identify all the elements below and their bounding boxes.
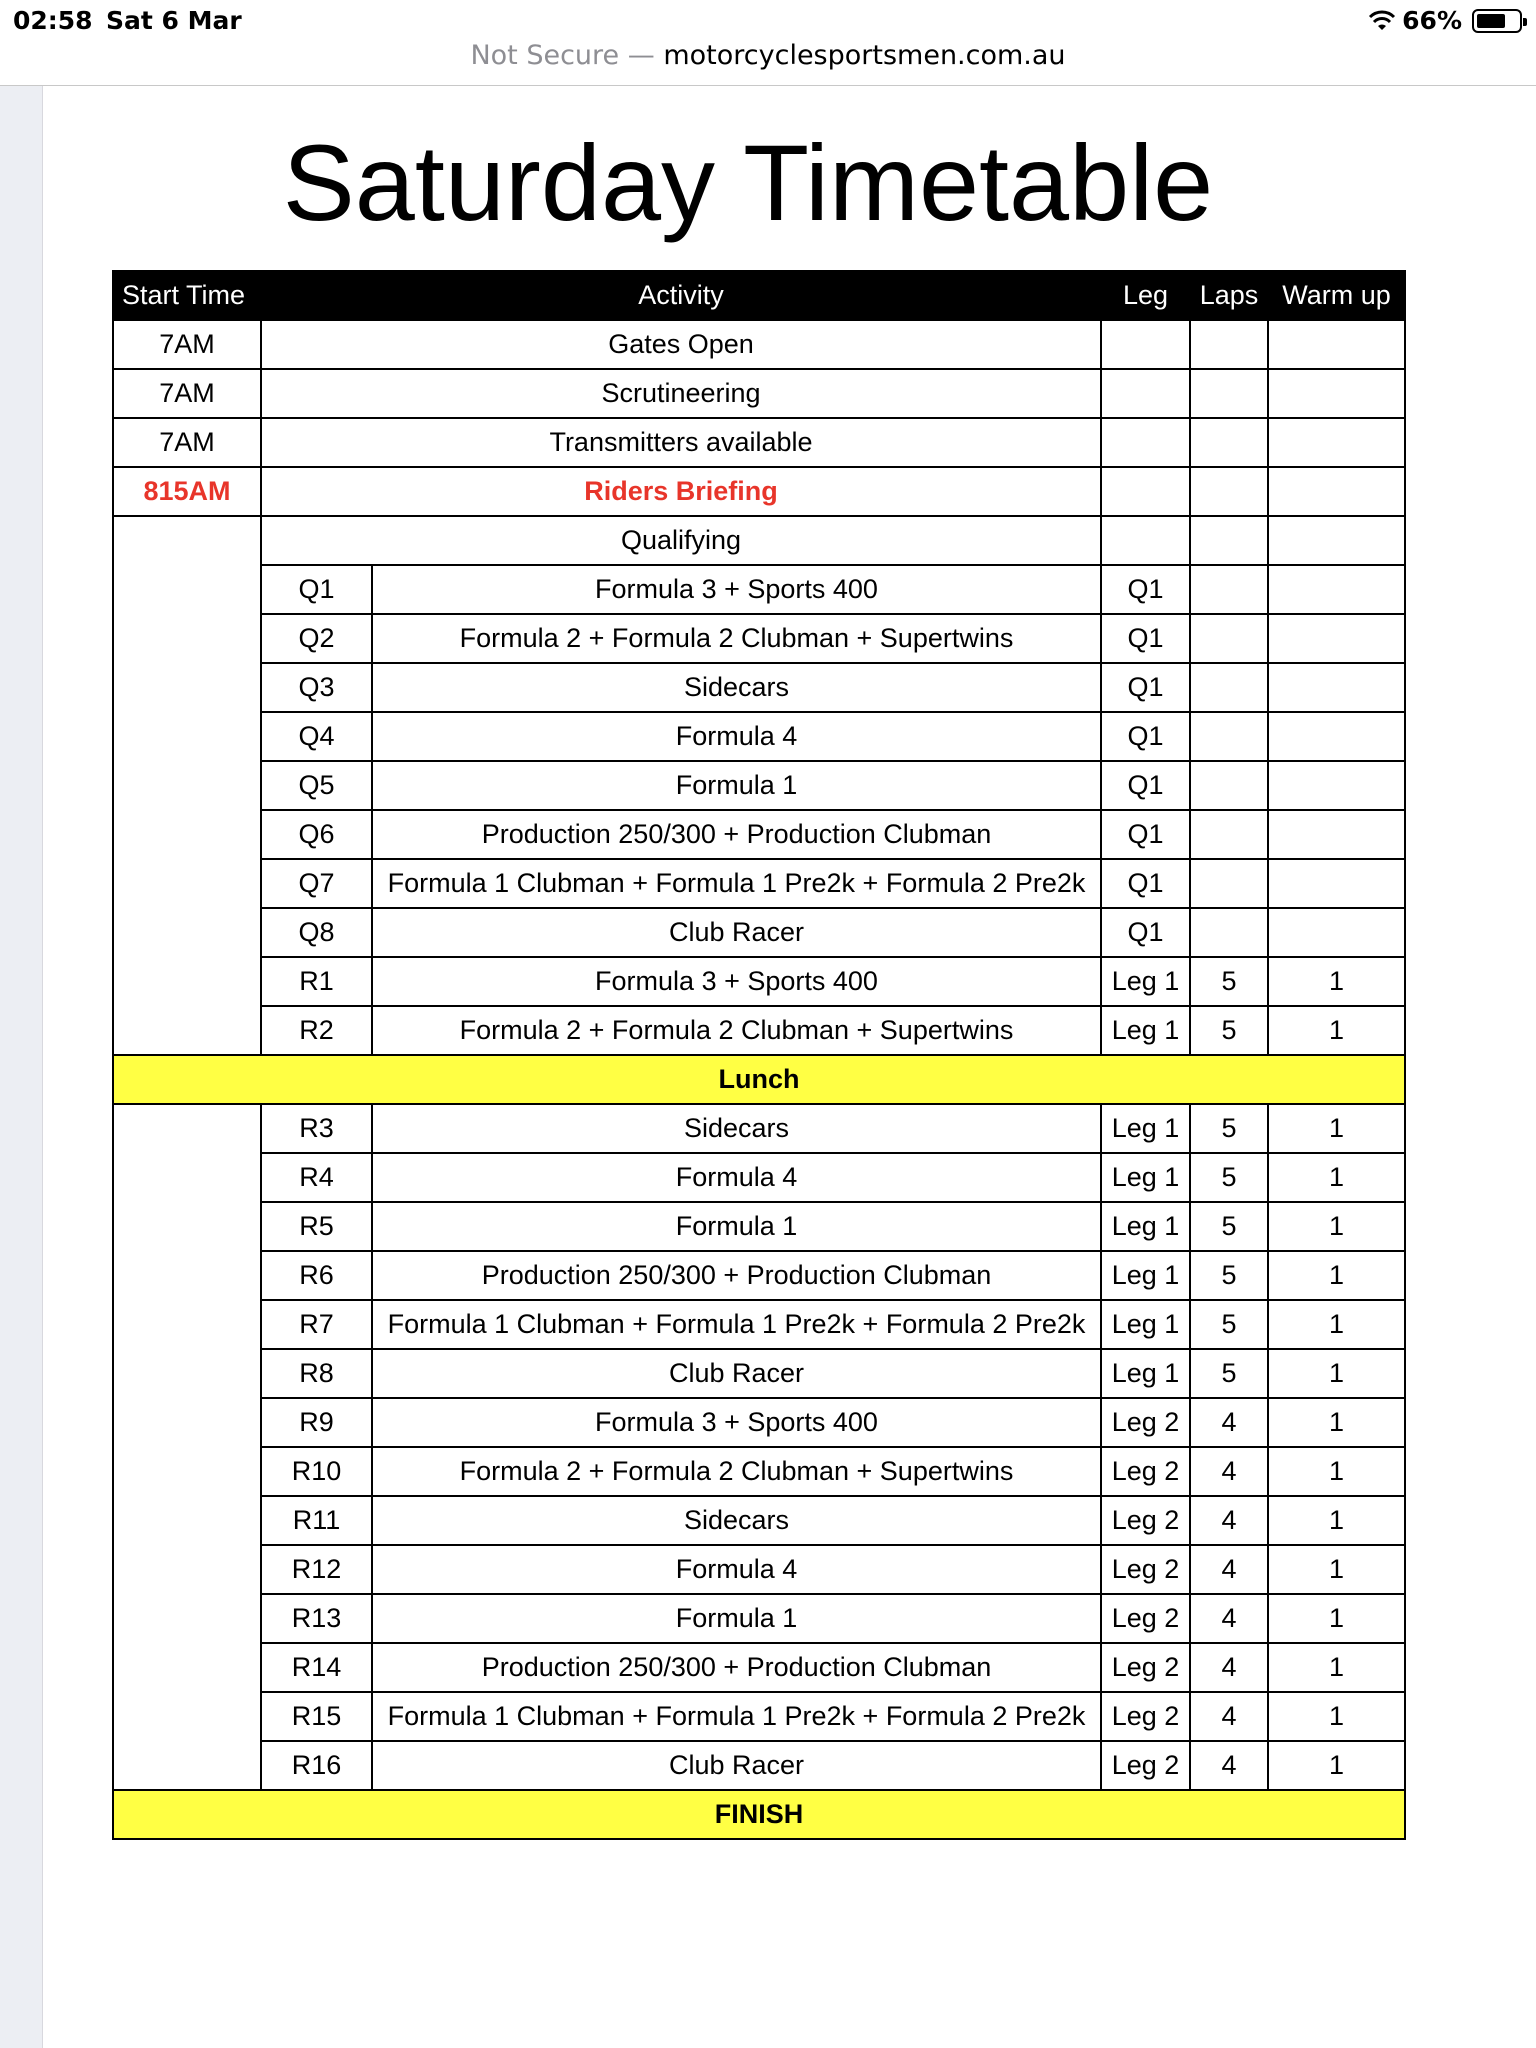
warmup-cell: 1 [1268,1251,1405,1300]
warmup-cell: 1 [1268,1545,1405,1594]
leg-cell: Q1 [1101,663,1190,712]
warmup-cell [1268,761,1405,810]
header-leg: Leg [1101,271,1190,320]
leg-cell: Leg 1 [1101,1251,1190,1300]
laps-cell [1190,565,1268,614]
warmup-cell [1268,418,1405,467]
class-name: Formula 1 Clubman + Formula 1 Pre2k + Formula 2 Pre2k [372,1300,1101,1349]
url-domain: motorcyclesportsmen.com.au [663,40,1066,71]
start-time-cell: 815AM [113,467,261,516]
class-name: Sidecars [372,663,1101,712]
laps-cell: 4 [1190,1545,1268,1594]
session-code: R10 [261,1447,372,1496]
leg-cell [1101,467,1190,516]
leg-cell: Leg 2 [1101,1398,1190,1447]
session-code: R3 [261,1104,372,1153]
class-name: Club Racer [372,908,1101,957]
warmup-cell: 1 [1268,1692,1405,1741]
session-code: R6 [261,1251,372,1300]
general-row [113,369,1405,418]
session-code: Q2 [261,614,372,663]
warmup-cell: 1 [1268,1447,1405,1496]
leg-cell: Q1 [1101,565,1190,614]
session-row [113,1741,1405,1790]
session-row [113,761,1405,810]
session-code: Q8 [261,908,372,957]
laps-cell [1190,908,1268,957]
leg-cell: Leg 1 [1101,1349,1190,1398]
leg-cell: Q1 [1101,761,1190,810]
session-code: Q7 [261,859,372,908]
session-code: R11 [261,1496,372,1545]
class-name: Formula 1 [372,1594,1101,1643]
class-name: Formula 1 Clubman + Formula 1 Pre2k + Formula 2 Pre2k [372,859,1101,908]
warmup-cell [1268,369,1405,418]
url-separator: — [627,40,655,71]
leg-cell: Q1 [1101,908,1190,957]
warmup-cell [1268,908,1405,957]
laps-cell [1190,712,1268,761]
session-code: R15 [261,1692,372,1741]
page-gutter [0,86,43,2048]
leg-cell: Q1 [1101,614,1190,663]
session-row [113,1153,1405,1202]
session-row [113,1594,1405,1643]
leg-cell [1101,516,1190,565]
status-indicators [1368,6,1522,35]
warmup-cell: 1 [1268,1594,1405,1643]
session-code: R16 [261,1741,372,1790]
battery-icon [1472,9,1522,33]
laps-cell: 5 [1190,1349,1268,1398]
class-name: Formula 2 + Formula 2 Clubman + Supertwins [372,614,1101,663]
leg-cell: Leg 1 [1101,1300,1190,1349]
session-code: Q1 [261,565,372,614]
page-title: Saturday Timetable [282,122,1214,243]
warmup-cell: 1 [1268,1104,1405,1153]
header-laps: Laps [1190,271,1268,320]
leg-cell: Q1 [1101,859,1190,908]
status-bar [0,0,1536,40]
laps-cell: 5 [1190,1202,1268,1251]
session-row [113,1496,1405,1545]
laps-cell: 5 [1190,1300,1268,1349]
class-name: Formula 4 [372,1153,1101,1202]
leg-cell: Leg 1 [1101,1202,1190,1251]
laps-cell [1190,320,1268,369]
class-name: Formula 2 + Formula 2 Clubman + Supertwins [372,1447,1101,1496]
class-name: Production 250/300 + Production Clubman [372,810,1101,859]
laps-cell [1190,516,1268,565]
warmup-cell [1268,467,1405,516]
leg-cell: Leg 2 [1101,1741,1190,1790]
session-row [113,1692,1405,1741]
laps-cell [1190,859,1268,908]
leg-cell: Leg 1 [1101,957,1190,1006]
warmup-cell: 1 [1268,1153,1405,1202]
session-row [113,859,1405,908]
laps-cell: 5 [1190,1153,1268,1202]
session-code: R14 [261,1643,372,1692]
class-name: Formula 1 Clubman + Formula 1 Pre2k + Formula 2 Pre2k [372,1692,1101,1741]
warmup-cell: 1 [1268,957,1405,1006]
warmup-cell [1268,859,1405,908]
leg-cell: Leg 1 [1101,1104,1190,1153]
class-name: Sidecars [372,1104,1101,1153]
class-name: Production 250/300 + Production Clubman [372,1643,1101,1692]
warmup-cell: 1 [1268,1349,1405,1398]
leg-cell: Leg 1 [1101,1006,1190,1055]
class-name: Sidecars [372,1496,1101,1545]
class-name: Formula 1 [372,761,1101,810]
status-time: 02:58 [13,6,93,35]
header-start-time: Start Time [113,271,261,320]
laps-cell: 4 [1190,1692,1268,1741]
warmup-cell [1268,614,1405,663]
session-code: R9 [261,1398,372,1447]
warmup-cell: 1 [1268,1398,1405,1447]
leg-cell [1101,320,1190,369]
laps-cell: 5 [1190,1251,1268,1300]
leg-cell [1101,369,1190,418]
finish-banner: FINISH [113,1790,1405,1839]
activity-cell: Transmitters available [261,418,1101,467]
battery-percent: 66% [1402,6,1462,35]
class-name: Formula 4 [372,1545,1101,1594]
start-time-cell: 7AM [113,320,261,369]
wifi-icon [1368,10,1396,32]
start-time-cell: 7AM [113,369,261,418]
laps-cell [1190,761,1268,810]
laps-cell: 4 [1190,1496,1268,1545]
laps-cell: 4 [1190,1643,1268,1692]
session-code: R5 [261,1202,372,1251]
laps-cell [1190,663,1268,712]
leg-cell [1101,418,1190,467]
warmup-cell: 1 [1268,1496,1405,1545]
header-activity: Activity [261,271,1101,320]
class-name: Club Racer [372,1349,1101,1398]
laps-cell: 5 [1190,1006,1268,1055]
finish-row [113,1790,1405,1839]
warmup-cell: 1 [1268,1741,1405,1790]
class-name: Formula 4 [372,712,1101,761]
session-row [113,1300,1405,1349]
session-row [113,1447,1405,1496]
laps-cell: 4 [1190,1594,1268,1643]
session-row [113,1545,1405,1594]
start-time-cell: 7AM [113,418,261,467]
general-row [113,467,1405,516]
session-row [113,614,1405,663]
session-row [113,1251,1405,1300]
warmup-cell: 1 [1268,1006,1405,1055]
laps-cell: 5 [1190,1104,1268,1153]
session-code: R1 [261,957,372,1006]
qualifying-label: Qualifying [261,516,1101,565]
laps-cell [1190,369,1268,418]
session-row [113,565,1405,614]
session-code: Q4 [261,712,372,761]
laps-cell: 4 [1190,1741,1268,1790]
session-row [113,1643,1405,1692]
leg-cell: Leg 2 [1101,1594,1190,1643]
leg-cell: Q1 [1101,810,1190,859]
session-code: R13 [261,1594,372,1643]
start-time-blank [113,516,261,1055]
session-code: R7 [261,1300,372,1349]
session-code: R12 [261,1545,372,1594]
class-name: Club Racer [372,1741,1101,1790]
session-row [113,908,1405,957]
laps-cell [1190,418,1268,467]
leg-cell: Leg 2 [1101,1692,1190,1741]
laps-cell: 4 [1190,1398,1268,1447]
leg-cell: Leg 2 [1101,1545,1190,1594]
header-row [113,271,1405,320]
laps-cell: 4 [1190,1447,1268,1496]
class-name: Formula 2 + Formula 2 Clubman + Supertwins [372,1006,1101,1055]
lunch-banner: Lunch [113,1055,1405,1104]
activity-cell: Gates Open [261,320,1101,369]
activity-cell: Riders Briefing [261,467,1101,516]
timetable [112,270,1406,1840]
laps-cell [1190,467,1268,516]
laps-cell [1190,810,1268,859]
session-row [113,1104,1405,1153]
session-row [113,663,1405,712]
leg-cell: Q1 [1101,712,1190,761]
leg-cell: Leg 2 [1101,1496,1190,1545]
warmup-cell [1268,810,1405,859]
class-name: Formula 3 + Sports 400 [372,565,1101,614]
session-code: Q5 [261,761,372,810]
warmup-cell [1268,712,1405,761]
session-row [113,1398,1405,1447]
warmup-cell [1268,565,1405,614]
warmup-cell [1268,663,1405,712]
laps-cell: 5 [1190,957,1268,1006]
warmup-cell: 1 [1268,1202,1405,1251]
session-code: Q6 [261,810,372,859]
warmup-cell: 1 [1268,1643,1405,1692]
session-code: R4 [261,1153,372,1202]
session-row [113,712,1405,761]
address-bar[interactable] [0,40,1536,86]
session-row [113,957,1405,1006]
warmup-cell: 1 [1268,1300,1405,1349]
class-name: Formula 3 + Sports 400 [372,957,1101,1006]
warmup-cell [1268,320,1405,369]
header-warmup: Warm up [1268,271,1405,320]
session-row [113,1202,1405,1251]
session-code: R2 [261,1006,372,1055]
general-row [113,320,1405,369]
laps-cell [1190,614,1268,663]
session-row [113,1349,1405,1398]
activity-cell: Scrutineering [261,369,1101,418]
warmup-cell [1268,516,1405,565]
session-code: Q3 [261,663,372,712]
status-date: Sat 6 Mar [106,6,242,35]
leg-cell: Leg 2 [1101,1643,1190,1692]
session-row [113,810,1405,859]
security-label: Not Secure [470,40,620,71]
session-row [113,1006,1405,1055]
general-row [113,418,1405,467]
leg-cell: Leg 1 [1101,1153,1190,1202]
qualifying-row [113,516,1405,565]
class-name: Formula 1 [372,1202,1101,1251]
class-name: Formula 3 + Sports 400 [372,1398,1101,1447]
class-name: Production 250/300 + Production Clubman [372,1251,1101,1300]
start-time-blank [113,1104,261,1790]
leg-cell: Leg 2 [1101,1447,1190,1496]
lunch-row [113,1055,1405,1104]
session-code: R8 [261,1349,372,1398]
